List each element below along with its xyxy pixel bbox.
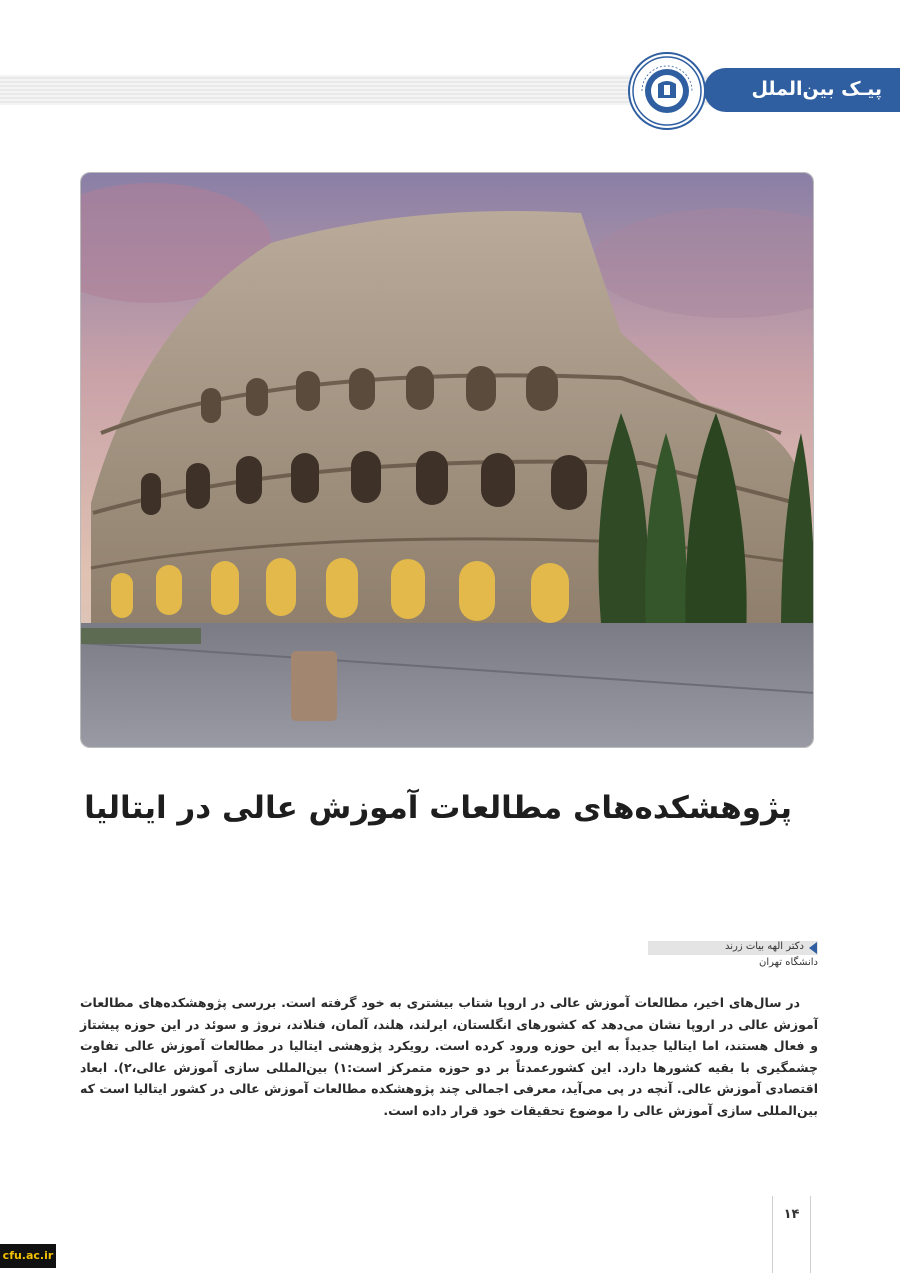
page-number: ۱۴ <box>783 1207 800 1222</box>
section-tab <box>704 68 900 112</box>
section-label: پیـک بین‌الملل <box>751 78 882 100</box>
author-affiliation: دانشگاه تهران <box>759 957 818 968</box>
body-paragraph: در سال‌های اخیر، مطالعات آموزش عالی در اروپا شتاب بیشتری به خود گرفته است. بررسی پژوهشکده‌های مطالعات آموزش عالی در اروپا نشان می‌دهد که کشورهای انگلستان، ایرلند، هلند، آلمان، فنلاند، نروژ و سوئد در این حوزه پیشتاز و فعال هستند، اما ایتالیا جدیداً به این حوزه ورود کرده است. رویکرد پژوهشی ایتالیا در مطالعات آموزش عالی تفاوت چشمگیری با بقیه کشورها دارد. این کشورعمدتاً بر دو حوزه متمرکز است:۱) بین‌المللی سازی آموزش عالی،۲). ابعاد اقتصادی آموزش عالی. آنچه در پی می‌آید، معرفی اجمالی چند پژوهشکده مطالعات آموزش عالی در کشور ایتالیا است که بین‌المللی سازی آموزش عالی را موضوع تحقیقات خود قرار داده است. <box>80 995 818 1118</box>
site-watermark: cfu.ac.ir <box>0 1244 56 1268</box>
article-body <box>80 992 818 1121</box>
colosseum-photo-icon <box>80 172 814 748</box>
article-title: پژوهشکده‌های مطالعات آموزش عالی در ایتالیا <box>84 790 792 826</box>
author-marker-icon <box>809 942 817 954</box>
page-rule <box>810 1196 811 1273</box>
author-name: دکتر الهه بیات زرند <box>724 941 804 952</box>
university-seal-icon <box>628 52 706 130</box>
